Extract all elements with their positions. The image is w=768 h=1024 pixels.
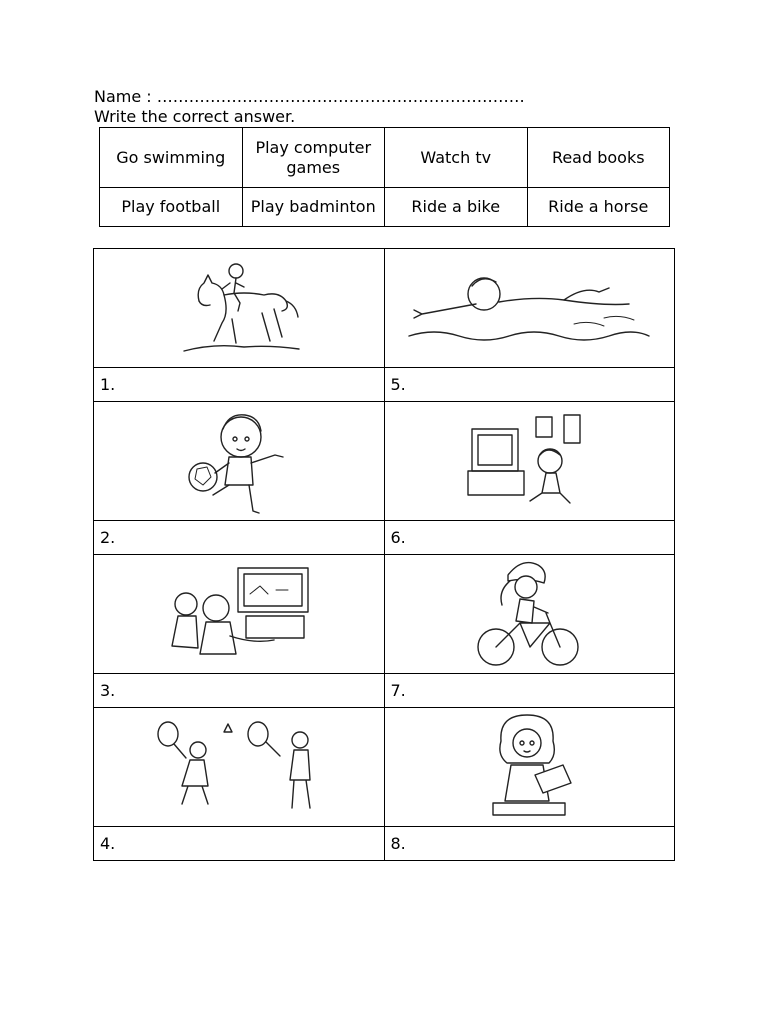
answer-grid [93, 248, 675, 861]
name-line: Name : …………………………………………………………… [94, 87, 525, 106]
word-bank-cell: Play badminton [242, 188, 385, 227]
picture-cell [94, 402, 385, 521]
reading-book-icon [479, 711, 579, 823]
swimming-icon [404, 266, 654, 351]
picture-cell [94, 249, 385, 368]
watching-tv-icon [464, 411, 594, 511]
picture-cell [384, 402, 675, 521]
answer-cell[interactable]: 3. [94, 674, 385, 708]
bike-riding-icon [474, 557, 584, 672]
word-bank-cell: Ride a horse [527, 188, 670, 227]
worksheet-header [94, 87, 525, 127]
horse-riding-icon [174, 261, 304, 356]
word-bank-table [99, 127, 670, 227]
word-bank-cell: Ride a bike [385, 188, 528, 227]
answer-cell[interactable]: 2. [94, 521, 385, 555]
word-bank-cell: Play computer games [242, 128, 385, 188]
word-bank-cell: Read books [527, 128, 670, 188]
answer-cell[interactable]: 5. [384, 368, 675, 402]
football-icon [179, 405, 299, 517]
answer-cell[interactable]: 4. [94, 827, 385, 861]
badminton-icon [154, 720, 324, 815]
word-bank-cell: Go swimming [100, 128, 243, 188]
answer-cell[interactable]: 8. [384, 827, 675, 861]
answer-cell[interactable]: 1. [94, 368, 385, 402]
picture-cell [94, 555, 385, 674]
word-bank-cell: Watch tv [385, 128, 528, 188]
answer-cell[interactable]: 7. [384, 674, 675, 708]
word-bank-cell: Play football [100, 188, 243, 227]
picture-cell [384, 555, 675, 674]
picture-cell [94, 708, 385, 827]
picture-cell [384, 708, 675, 827]
picture-cell [384, 249, 675, 368]
instruction: Write the correct answer. [94, 107, 296, 126]
computer-games-icon [164, 564, 314, 664]
answer-cell[interactable]: 6. [384, 521, 675, 555]
